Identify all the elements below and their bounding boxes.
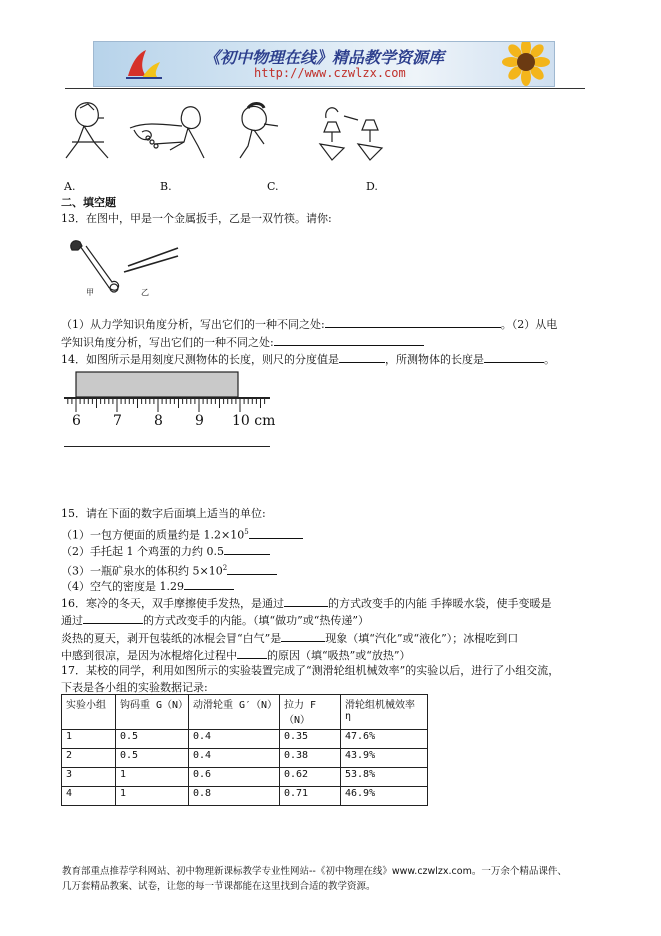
banner-url[interactable]: http://www.czwlzx.com	[254, 66, 406, 80]
table-cell: 0.4	[189, 730, 280, 749]
q16-blank1[interactable]	[284, 595, 328, 607]
q16-blank3[interactable]	[281, 630, 325, 642]
table-header-cell: 滑轮组机械效率 η	[341, 695, 428, 730]
q15-item1-sup: 5	[244, 528, 249, 536]
q17-line2: 下表是各小组的实验数据记录:	[61, 681, 208, 694]
figure-label-a: A.	[64, 180, 76, 193]
q15-item3	[61, 561, 277, 579]
table-cell: 1	[116, 768, 189, 787]
q14-blank2[interactable]	[484, 351, 544, 363]
q14-stem-c: 。	[544, 353, 555, 366]
section-title: 二、填空题	[61, 196, 116, 209]
q15-blank2[interactable]	[224, 543, 270, 555]
q15-item3-text: （3）一瓶矿泉水的体积约 5×10	[61, 564, 223, 578]
q16-line1	[61, 595, 552, 611]
table-row	[62, 768, 428, 787]
q16-line4a: 中感到很凉，是因为冰棍熔化过程中	[61, 649, 237, 662]
figure-label-b: B.	[160, 180, 172, 193]
q16-blank4[interactable]	[237, 647, 267, 659]
table-cell: 46.9%	[341, 787, 428, 806]
ruler-bottom-edge	[64, 446, 270, 447]
q16-line1a: 16．寒冷的冬天，双手摩擦使手发热，是通过	[61, 597, 284, 610]
q13-line1-text: （1）从力学知识角度分析，写出它们的一种不同之处:	[61, 318, 325, 331]
ruler-tick-9: 9	[195, 413, 204, 429]
table-cell: 2	[62, 749, 116, 768]
q15-item1	[61, 525, 303, 543]
q16-line4b: 的原因（填“吸热”或“放热”）	[267, 649, 411, 662]
table-row	[62, 730, 428, 749]
ruler-illustration	[64, 370, 274, 450]
q15-item3-sup: 2	[222, 564, 228, 572]
q14-stem	[61, 351, 555, 367]
q15-blank3[interactable]	[227, 563, 277, 575]
figure-d-illustration	[320, 108, 382, 160]
q16-line4	[61, 647, 411, 663]
footer-line1: 教育部重点推荐学科网站、初中物理新课标教学专业性网站--《初中物理在线》www.czwlzx.com。一万余个精品课件、	[62, 866, 567, 877]
q17-line1: 17．某校的同学，利用如图所示的实验装置完成了“测滑轮组机械效率”的实验以后，进行了小组交流，	[61, 664, 560, 677]
figure-a-illustration	[66, 103, 108, 158]
table-cell: 0.5	[116, 749, 189, 768]
q16-line1b: 的方式改变手的内能 手捧暖水袋，使手变暖是	[328, 597, 552, 610]
q13-stem: 13．在图中，甲是一个金属扳手，乙是一双竹筷。请你:	[61, 212, 332, 225]
q13-line1	[61, 316, 557, 332]
table-cell: 0.8	[189, 787, 280, 806]
q16-line2	[61, 612, 369, 628]
table-cell: 43.9%	[341, 749, 428, 768]
header-banner	[93, 41, 555, 87]
table-row	[62, 787, 428, 806]
table-cell: 0.6	[189, 768, 280, 787]
table-cell: 3	[62, 768, 116, 787]
q15-blank1[interactable]	[249, 527, 303, 539]
page-footer	[62, 864, 602, 894]
q15-item1-text: （1）一包方便面的质量约是 1.2×10	[61, 528, 245, 542]
q15-item4-text: （4）空气的密度是 1.29	[61, 580, 184, 593]
banner-title: 《初中物理在线》精品教学资源库	[204, 48, 445, 67]
figure-b-illustration	[130, 107, 204, 158]
table-header-cell: 钩码重 G（N）	[116, 695, 189, 730]
q15-item2-text: （2）手托起 1 个鸡蛋的力约 0.5	[61, 545, 224, 558]
table-cell: 0.35	[280, 730, 341, 749]
table-header-cell: 拉力 F（N）	[280, 695, 341, 730]
table-cell: 0.62	[280, 768, 341, 787]
table-cell: 0.5	[116, 730, 189, 749]
figure-c-illustration	[240, 104, 278, 159]
q16-blank2[interactable]	[83, 612, 143, 624]
sunflower-icon	[492, 41, 555, 87]
q16-line3a: 炎热的夏天，剥开包装纸的冰棍会冒“白气”是	[61, 632, 282, 645]
figure-label-d: D.	[366, 180, 378, 193]
site-logo-icon	[124, 46, 164, 82]
table-header-cell: 实验小组	[62, 695, 116, 730]
table-cell: 1	[116, 787, 189, 806]
q15-item2	[61, 543, 270, 559]
q15-stem: 15．请在下面的数字后面填上适当的单位:	[61, 507, 266, 520]
q13-blank2[interactable]	[274, 334, 424, 346]
q14-stem-b: ，所测物体的长度是	[385, 353, 484, 366]
table-cell: 47.6%	[341, 730, 428, 749]
q16-line3b: 现象（填“汽化”或“液化”）；冰棍吃到口	[325, 632, 519, 645]
q14-stem-a: 14．如图所示是用刻度尺测物体的长度，则尺的分度值是	[61, 353, 339, 366]
q13-line2-text: 学知识角度分析，写出它们的一种不同之处:	[61, 336, 274, 349]
header-rule	[65, 88, 585, 89]
q14-blank1[interactable]	[339, 351, 385, 363]
ruler-tick-7: 7	[113, 413, 122, 429]
figures-row	[58, 98, 398, 176]
table-cell: 0.71	[280, 787, 341, 806]
q16-line3	[61, 630, 518, 646]
ruler-tick-8: 8	[154, 413, 163, 429]
label-jia: 甲	[86, 288, 94, 297]
q15-item4	[61, 578, 234, 594]
q15-blank4[interactable]	[184, 578, 234, 590]
ruler-tick-6: 6	[72, 413, 81, 429]
table-cell: 0.38	[280, 749, 341, 768]
measured-object	[76, 372, 238, 397]
table-header-row	[62, 695, 428, 730]
table-cell: 53.8%	[341, 768, 428, 787]
q16-line2a: 通过	[61, 614, 83, 627]
q17-data-table	[61, 694, 428, 806]
wrench-chopsticks-illustration	[66, 238, 186, 302]
table-cell: 1	[62, 730, 116, 749]
table-cell: 4	[62, 787, 116, 806]
footer-line2: 几万套精品教案、试卷，让您的每一节课都能在这里找到合适的教学资源。	[62, 881, 376, 892]
figure-label-c: C.	[267, 180, 279, 193]
q13-line1-tail: 。（2）从电	[500, 318, 558, 331]
q16-line2b: 的方式改变手的内能。（填“做功”或“热传递”）	[143, 614, 369, 627]
label-yi: 乙	[141, 288, 149, 297]
table-row	[62, 749, 428, 768]
q13-blank1[interactable]	[325, 316, 501, 328]
ruler-tick-10: 10 cm	[232, 413, 276, 429]
q13-line2	[61, 334, 424, 350]
table-header-cell: 动滑轮重 G′（N）	[189, 695, 280, 730]
table-cell: 0.4	[189, 749, 280, 768]
